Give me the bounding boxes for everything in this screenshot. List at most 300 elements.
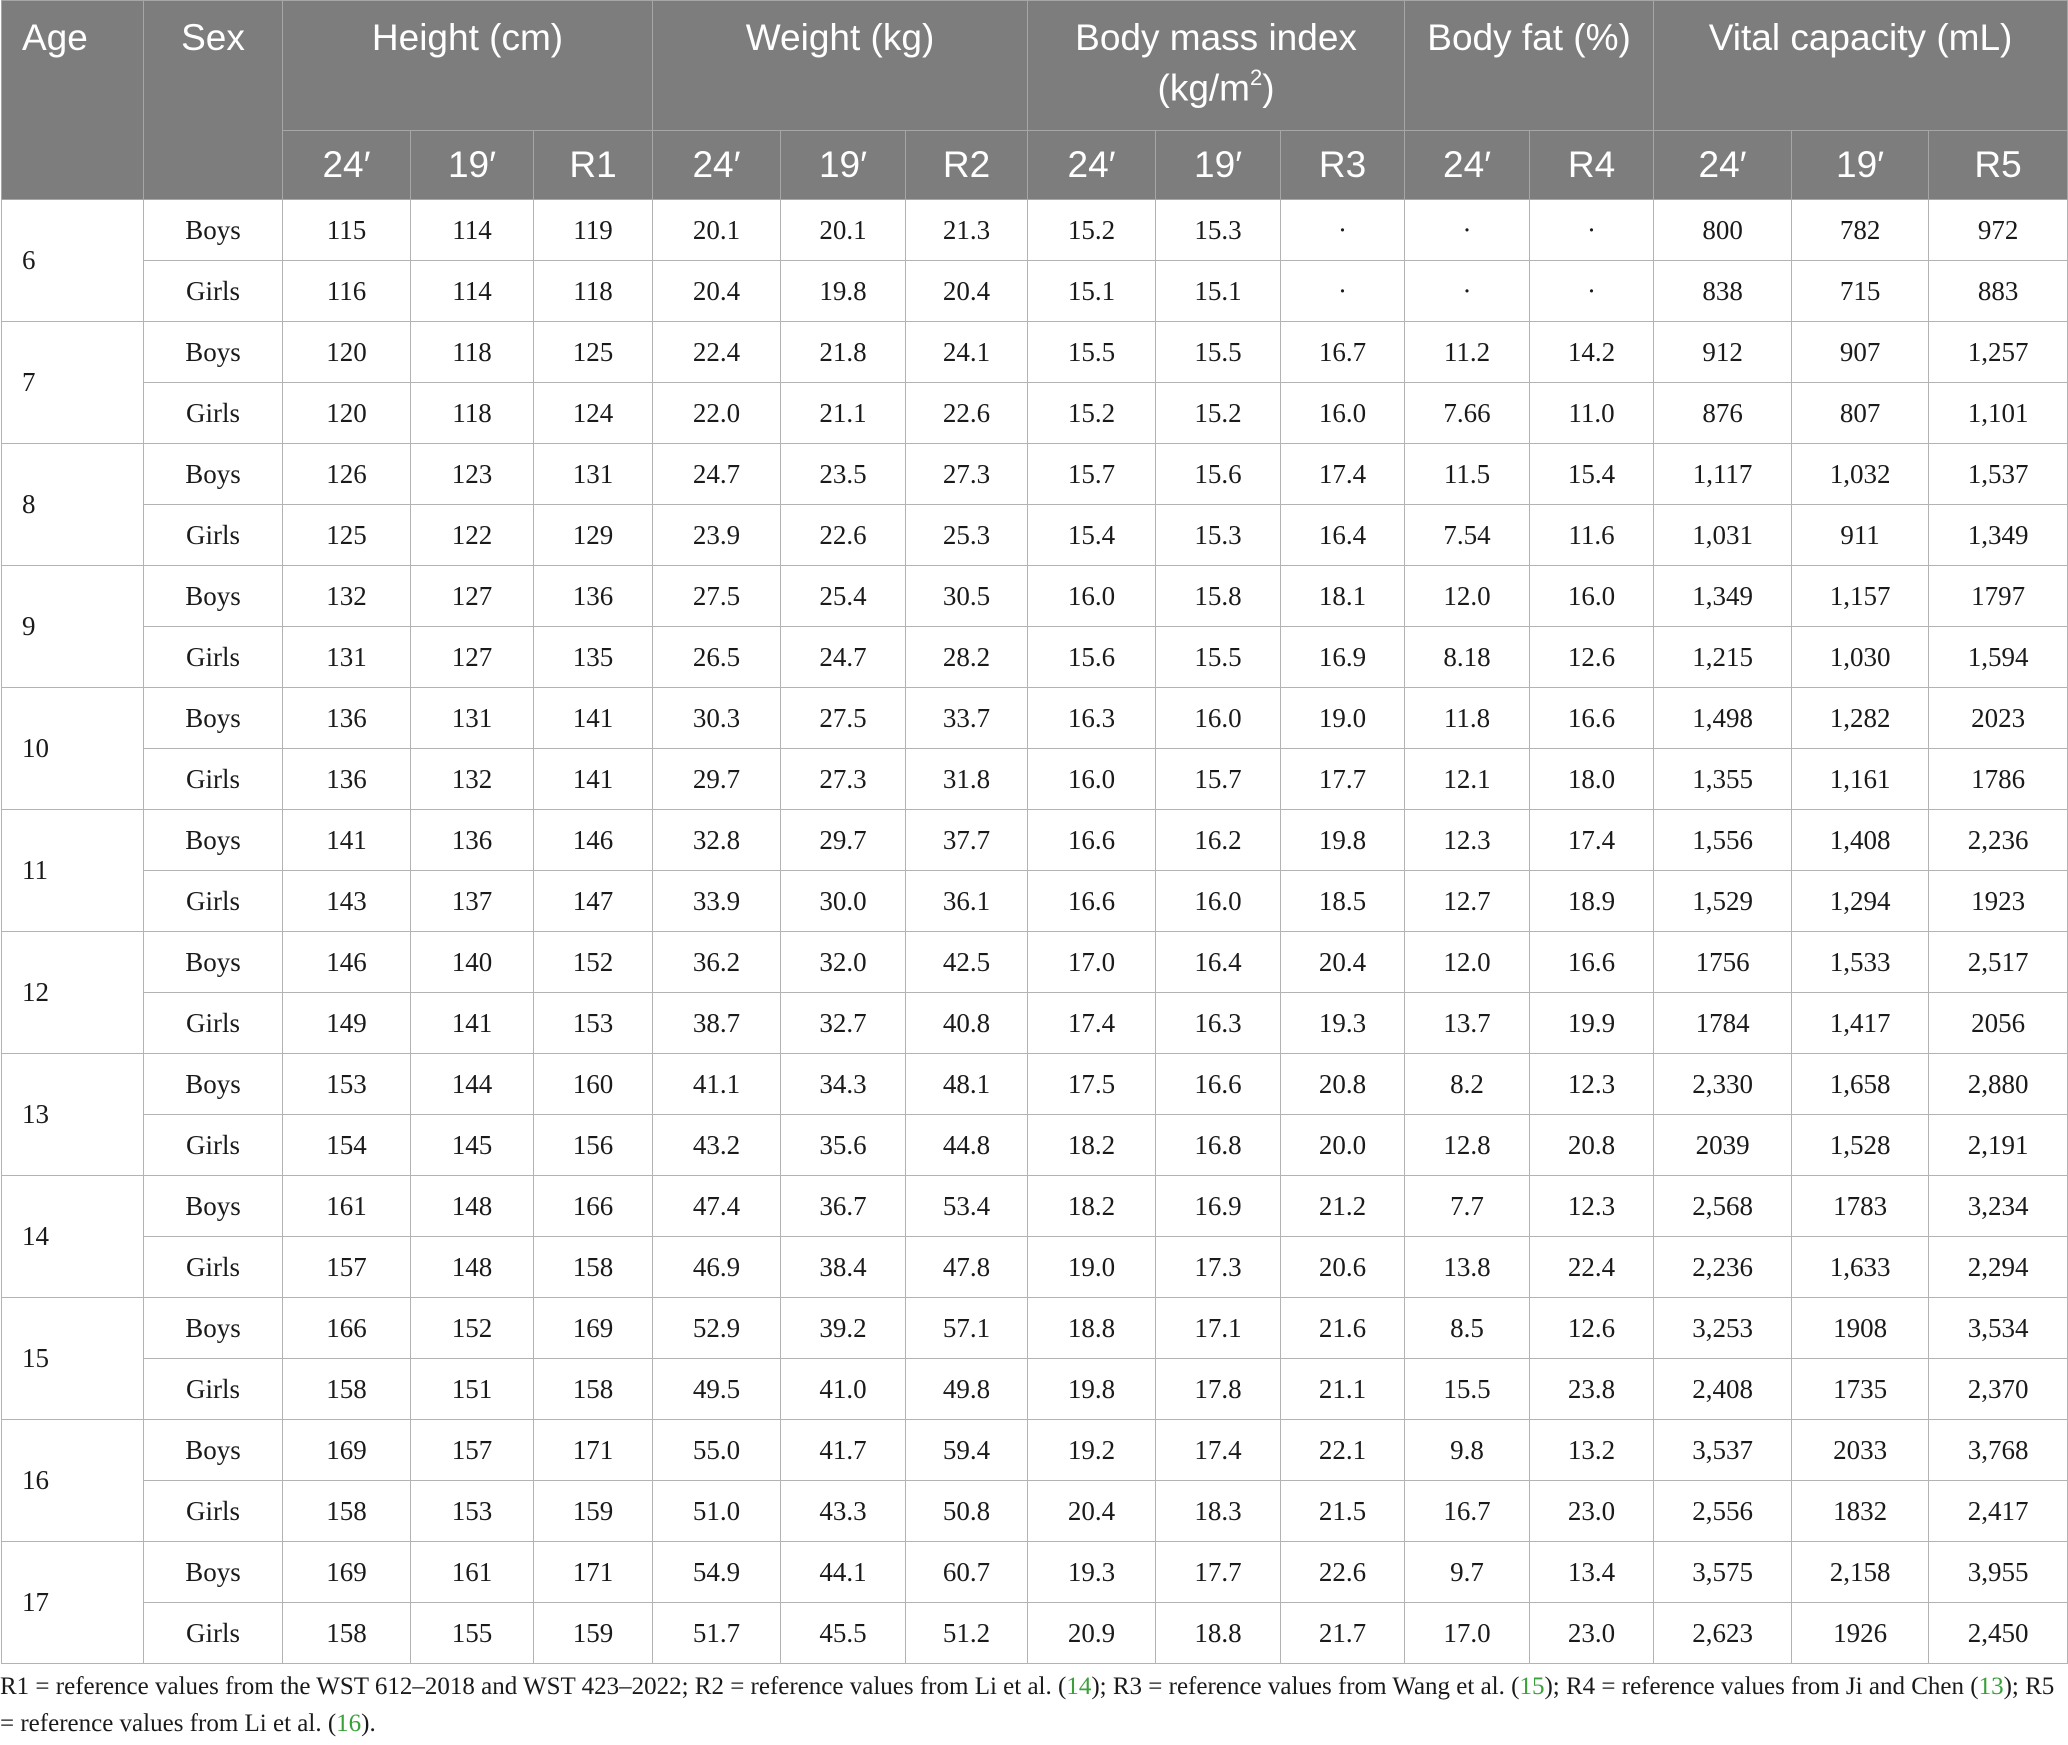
value-cell: 24.7 xyxy=(781,627,906,688)
value-cell: 1,533 xyxy=(1792,932,1929,993)
value-cell: 18.0 xyxy=(1530,749,1654,810)
subcolumn-header: 24′ xyxy=(283,131,411,200)
value-cell: 158 xyxy=(534,1237,653,1298)
value-cell: 169 xyxy=(283,1420,411,1481)
table-row xyxy=(2,1237,2068,1298)
value-cell: 20.4 xyxy=(906,261,1028,322)
value-cell: 20.6 xyxy=(1281,1237,1405,1298)
value-cell: 16.3 xyxy=(1028,688,1156,749)
value-cell: 51.0 xyxy=(653,1481,781,1542)
value-cell: 2,191 xyxy=(1929,1115,2068,1176)
value-cell: 57.1 xyxy=(906,1298,1028,1359)
value-cell: 13.2 xyxy=(1530,1420,1654,1481)
value-cell: 30.3 xyxy=(653,688,781,749)
value-cell: 52.9 xyxy=(653,1298,781,1359)
age-cell: 15 xyxy=(2,1298,144,1420)
sex-cell: Girls xyxy=(144,627,283,688)
value-cell: 16.8 xyxy=(1156,1115,1281,1176)
age-cell: 16 xyxy=(2,1420,144,1542)
value-cell: 19.0 xyxy=(1281,688,1405,749)
value-cell: 18.9 xyxy=(1530,871,1654,932)
value-cell: 169 xyxy=(283,1542,411,1603)
table-row xyxy=(2,1298,2068,1359)
value-cell: 143 xyxy=(283,871,411,932)
value-cell: 160 xyxy=(534,1054,653,1115)
value-cell: 44.8 xyxy=(906,1115,1028,1176)
age-cell: 12 xyxy=(2,932,144,1054)
sex-cell: Boys xyxy=(144,1542,283,1603)
value-cell: 19.9 xyxy=(1530,993,1654,1054)
subcolumn-header: R1 xyxy=(534,131,653,200)
value-cell: 3,768 xyxy=(1929,1420,2068,1481)
value-cell: 34.3 xyxy=(781,1054,906,1115)
value-cell: 157 xyxy=(283,1237,411,1298)
age-cell: 6 xyxy=(2,200,144,322)
value-cell: 12.8 xyxy=(1405,1115,1530,1176)
value-cell: 125 xyxy=(283,505,411,566)
value-cell: 876 xyxy=(1654,383,1792,444)
value-cell: 800 xyxy=(1654,200,1792,261)
value-cell: 49.8 xyxy=(906,1359,1028,1420)
value-cell: 159 xyxy=(534,1603,653,1664)
sex-cell: Girls xyxy=(144,505,283,566)
value-cell: 12.3 xyxy=(1530,1054,1654,1115)
value-cell: 38.4 xyxy=(781,1237,906,1298)
value-cell: 41.0 xyxy=(781,1359,906,1420)
value-cell: 24.7 xyxy=(653,444,781,505)
value-cell: 16.6 xyxy=(1530,688,1654,749)
value-cell: 1,032 xyxy=(1792,444,1929,505)
value-cell: 1,349 xyxy=(1929,505,2068,566)
value-cell: 23.0 xyxy=(1530,1603,1654,1664)
subcolumn-header: 24′ xyxy=(653,131,781,200)
value-cell: 13.7 xyxy=(1405,993,1530,1054)
age-cell: 13 xyxy=(2,1054,144,1176)
age-cell: 8 xyxy=(2,444,144,566)
value-cell: 2,517 xyxy=(1929,932,2068,993)
value-cell: 42.5 xyxy=(906,932,1028,993)
value-cell: 122 xyxy=(411,505,534,566)
bodyfat-group-header: Body fat (%) xyxy=(1405,1,1654,131)
value-cell: 18.1 xyxy=(1281,566,1405,627)
sex-cell: Boys xyxy=(144,810,283,871)
sex-cell: Boys xyxy=(144,1298,283,1359)
value-cell: 136 xyxy=(534,566,653,627)
value-cell: 807 xyxy=(1792,383,1929,444)
value-cell: 19.2 xyxy=(1028,1420,1156,1481)
value-cell: 2,568 xyxy=(1654,1176,1792,1237)
value-cell: 17.1 xyxy=(1156,1298,1281,1359)
value-cell: 17.7 xyxy=(1156,1542,1281,1603)
value-cell: 3,253 xyxy=(1654,1298,1792,1359)
height-group-header: Height (cm) xyxy=(283,1,653,131)
value-cell: 36.7 xyxy=(781,1176,906,1237)
value-cell: 141 xyxy=(534,688,653,749)
value-cell: 16.6 xyxy=(1530,932,1654,993)
value-cell: 21.6 xyxy=(1281,1298,1405,1359)
value-cell: 115 xyxy=(283,200,411,261)
value-cell: 39.2 xyxy=(781,1298,906,1359)
value-cell: 12.1 xyxy=(1405,749,1530,810)
value-cell: 1797 xyxy=(1929,566,2068,627)
subcolumn-header: 19′ xyxy=(781,131,906,200)
value-cell: 18.8 xyxy=(1028,1298,1156,1359)
value-cell: 2,408 xyxy=(1654,1359,1792,1420)
age-cell: 9 xyxy=(2,566,144,688)
value-cell: 2,417 xyxy=(1929,1481,2068,1542)
value-cell: 3,955 xyxy=(1929,1542,2068,1603)
value-cell: 15.5 xyxy=(1156,627,1281,688)
value-cell: 1,537 xyxy=(1929,444,2068,505)
sex-cell: Girls xyxy=(144,261,283,322)
value-cell: 25.3 xyxy=(906,505,1028,566)
sex-cell: Girls xyxy=(144,383,283,444)
value-cell: 169 xyxy=(534,1298,653,1359)
value-cell: 27.3 xyxy=(906,444,1028,505)
value-cell: 11.6 xyxy=(1530,505,1654,566)
value-cell: 1,161 xyxy=(1792,749,1929,810)
value-cell: 3,537 xyxy=(1654,1420,1792,1481)
value-cell: 22.4 xyxy=(1530,1237,1654,1298)
value-cell: 49.5 xyxy=(653,1359,781,1420)
value-cell: 16.0 xyxy=(1281,383,1405,444)
value-cell: 912 xyxy=(1654,322,1792,383)
age-cell: 11 xyxy=(2,810,144,932)
value-cell: 32.7 xyxy=(781,993,906,1054)
value-cell: 16.7 xyxy=(1281,322,1405,383)
value-cell: 23.5 xyxy=(781,444,906,505)
table-row xyxy=(2,749,2068,810)
value-cell: 129 xyxy=(534,505,653,566)
table-row xyxy=(2,1176,2068,1237)
value-cell: 22.4 xyxy=(653,322,781,383)
value-cell: 43.2 xyxy=(653,1115,781,1176)
value-cell: 2023 xyxy=(1929,688,2068,749)
value-cell: 53.4 xyxy=(906,1176,1028,1237)
value-cell: 16.7 xyxy=(1405,1481,1530,1542)
reference-link-15[interactable]: 15 xyxy=(1519,1673,1545,1700)
value-cell: 120 xyxy=(283,322,411,383)
value-cell: 136 xyxy=(283,749,411,810)
value-cell: 23.9 xyxy=(653,505,781,566)
table-row xyxy=(2,383,2068,444)
value-cell: 1,157 xyxy=(1792,566,1929,627)
value-cell: 26.5 xyxy=(653,627,781,688)
value-cell: 907 xyxy=(1792,322,1929,383)
value-cell: 157 xyxy=(411,1420,534,1481)
subcolumn-header: 24′ xyxy=(1405,131,1530,200)
value-cell: 50.8 xyxy=(906,1481,1028,1542)
value-cell: 29.7 xyxy=(781,810,906,871)
value-cell: 27.5 xyxy=(781,688,906,749)
value-cell: 158 xyxy=(283,1603,411,1664)
value-cell: 136 xyxy=(283,688,411,749)
value-cell: 161 xyxy=(411,1542,534,1603)
value-cell: 15.7 xyxy=(1028,444,1156,505)
value-cell: 152 xyxy=(411,1298,534,1359)
value-cell: 118 xyxy=(411,322,534,383)
value-cell: 136 xyxy=(411,810,534,871)
value-cell: 141 xyxy=(411,993,534,1054)
value-cell: 16.9 xyxy=(1281,627,1405,688)
reference-link-16[interactable]: 16 xyxy=(336,1710,362,1737)
value-cell: 41.7 xyxy=(781,1420,906,1481)
value-cell: 15.6 xyxy=(1156,444,1281,505)
value-cell: · xyxy=(1281,261,1405,322)
value-cell: 116 xyxy=(283,261,411,322)
value-cell: 159 xyxy=(534,1481,653,1542)
value-cell: 132 xyxy=(283,566,411,627)
weight-group-header: Weight (kg) xyxy=(653,1,1028,131)
value-cell: 55.0 xyxy=(653,1420,781,1481)
value-cell: 171 xyxy=(534,1542,653,1603)
sex-cell: Boys xyxy=(144,444,283,505)
value-cell: 19.3 xyxy=(1281,993,1405,1054)
value-cell: 127 xyxy=(411,566,534,627)
value-cell: 2,370 xyxy=(1929,1359,2068,1420)
value-cell: 146 xyxy=(283,932,411,993)
value-cell: 3,234 xyxy=(1929,1176,2068,1237)
value-cell: 15.2 xyxy=(1028,383,1156,444)
value-cell: 15.2 xyxy=(1156,383,1281,444)
value-cell: 1926 xyxy=(1792,1603,1929,1664)
table-row xyxy=(2,993,2068,1054)
sex-cell: Girls xyxy=(144,1237,283,1298)
value-cell: 17.4 xyxy=(1028,993,1156,1054)
value-cell: 131 xyxy=(283,627,411,688)
value-cell: 1,633 xyxy=(1792,1237,1929,1298)
value-cell: 124 xyxy=(534,383,653,444)
value-cell: 33.7 xyxy=(906,688,1028,749)
value-cell: · xyxy=(1530,200,1654,261)
value-cell: 20.4 xyxy=(653,261,781,322)
value-cell: 715 xyxy=(1792,261,1929,322)
table-row xyxy=(2,688,2068,749)
value-cell: 1,417 xyxy=(1792,993,1929,1054)
value-cell: 1,257 xyxy=(1929,322,2068,383)
value-cell: 18.2 xyxy=(1028,1115,1156,1176)
value-cell: 12.3 xyxy=(1530,1176,1654,1237)
value-cell: 16.0 xyxy=(1156,688,1281,749)
value-cell: 3,575 xyxy=(1654,1542,1792,1603)
value-cell: 35.6 xyxy=(781,1115,906,1176)
table-row xyxy=(2,627,2068,688)
value-cell: 13.4 xyxy=(1530,1542,1654,1603)
value-cell: 131 xyxy=(534,444,653,505)
value-cell: 17.4 xyxy=(1281,444,1405,505)
value-cell: 148 xyxy=(411,1176,534,1237)
value-cell: 118 xyxy=(411,383,534,444)
value-cell: 16.2 xyxy=(1156,810,1281,871)
value-cell: 14.2 xyxy=(1530,322,1654,383)
subcolumn-header: R3 xyxy=(1281,131,1405,200)
value-cell: 131 xyxy=(411,688,534,749)
value-cell: 43.3 xyxy=(781,1481,906,1542)
value-cell: 27.3 xyxy=(781,749,906,810)
value-cell: 24.1 xyxy=(906,322,1028,383)
value-cell: 15.5 xyxy=(1405,1359,1530,1420)
sex-cell: Boys xyxy=(144,566,283,627)
value-cell: 30.0 xyxy=(781,871,906,932)
value-cell: 2,623 xyxy=(1654,1603,1792,1664)
value-cell: 147 xyxy=(534,871,653,932)
value-cell: 11.2 xyxy=(1405,322,1530,383)
value-cell: 20.4 xyxy=(1281,932,1405,993)
value-cell: 51.7 xyxy=(653,1603,781,1664)
value-cell: 16.4 xyxy=(1281,505,1405,566)
table-row xyxy=(2,1420,2068,1481)
value-cell: 22.0 xyxy=(653,383,781,444)
value-cell: 166 xyxy=(534,1176,653,1237)
sex-cell: Boys xyxy=(144,322,283,383)
value-cell: 1,215 xyxy=(1654,627,1792,688)
value-cell: 155 xyxy=(411,1603,534,1664)
table-row xyxy=(2,1542,2068,1603)
value-cell: 16.0 xyxy=(1156,871,1281,932)
value-cell: 1784 xyxy=(1654,993,1792,1054)
value-cell: 51.2 xyxy=(906,1603,1028,1664)
value-cell: 15.5 xyxy=(1156,322,1281,383)
value-cell: 16.4 xyxy=(1156,932,1281,993)
sex-cell: Boys xyxy=(144,688,283,749)
value-cell: 11.8 xyxy=(1405,688,1530,749)
sex-cell: Girls xyxy=(144,1115,283,1176)
value-cell: 16.0 xyxy=(1530,566,1654,627)
bmi-group-header xyxy=(1028,1,1405,131)
value-cell: 1832 xyxy=(1792,1481,1929,1542)
value-cell: 17.0 xyxy=(1405,1603,1530,1664)
value-cell: 1,349 xyxy=(1654,566,1792,627)
value-cell: 1,529 xyxy=(1654,871,1792,932)
table-row xyxy=(2,1359,2068,1420)
value-cell: 20.1 xyxy=(653,200,781,261)
value-cell: 1,556 xyxy=(1654,810,1792,871)
value-cell: 153 xyxy=(534,993,653,1054)
value-cell: 141 xyxy=(283,810,411,871)
value-cell: 36.2 xyxy=(653,932,781,993)
value-cell: 145 xyxy=(411,1115,534,1176)
value-cell: 12.6 xyxy=(1530,627,1654,688)
value-cell: 1756 xyxy=(1654,932,1792,993)
value-cell: 21.7 xyxy=(1281,1603,1405,1664)
value-cell: 2,236 xyxy=(1654,1237,1792,1298)
value-cell: · xyxy=(1405,261,1530,322)
value-cell: 15.4 xyxy=(1028,505,1156,566)
value-cell: 17.3 xyxy=(1156,1237,1281,1298)
value-cell: 21.3 xyxy=(906,200,1028,261)
value-cell: 8.2 xyxy=(1405,1054,1530,1115)
value-cell: 1,101 xyxy=(1929,383,2068,444)
sex-cell: Girls xyxy=(144,1603,283,1664)
reference-link-14[interactable]: 14 xyxy=(1066,1673,1092,1700)
age-cell: 14 xyxy=(2,1176,144,1298)
value-cell: 28.2 xyxy=(906,627,1028,688)
table-row xyxy=(2,1481,2068,1542)
value-cell: 21.2 xyxy=(1281,1176,1405,1237)
value-cell: 171 xyxy=(534,1420,653,1481)
value-cell: 148 xyxy=(411,1237,534,1298)
value-cell: 3,534 xyxy=(1929,1298,2068,1359)
value-cell: 1786 xyxy=(1929,749,2068,810)
value-cell: 1735 xyxy=(1792,1359,1929,1420)
age-cell: 7 xyxy=(2,322,144,444)
value-cell: 15.3 xyxy=(1156,200,1281,261)
value-cell: 141 xyxy=(534,749,653,810)
value-cell: 23.0 xyxy=(1530,1481,1654,1542)
reference-link-13[interactable]: 13 xyxy=(1978,1673,2004,1700)
table-header xyxy=(2,1,2068,200)
table-row xyxy=(2,200,2068,261)
value-cell: 17.8 xyxy=(1156,1359,1281,1420)
value-cell: 15.5 xyxy=(1028,322,1156,383)
sex-cell: Girls xyxy=(144,993,283,1054)
value-cell: 17.7 xyxy=(1281,749,1405,810)
value-cell: 29.7 xyxy=(653,749,781,810)
value-cell: 12.0 xyxy=(1405,566,1530,627)
value-cell: 911 xyxy=(1792,505,1929,566)
value-cell: 151 xyxy=(411,1359,534,1420)
value-cell: 22.6 xyxy=(906,383,1028,444)
value-cell: 8.18 xyxy=(1405,627,1530,688)
value-cell: 153 xyxy=(283,1054,411,1115)
value-cell: 972 xyxy=(1929,200,2068,261)
value-cell: 1908 xyxy=(1792,1298,1929,1359)
value-cell: 15.1 xyxy=(1156,261,1281,322)
value-cell: 20.4 xyxy=(1028,1481,1156,1542)
value-cell: 45.5 xyxy=(781,1603,906,1664)
value-cell: 123 xyxy=(411,444,534,505)
value-cell: 1,294 xyxy=(1792,871,1929,932)
table-row xyxy=(2,1115,2068,1176)
value-cell: 1,117 xyxy=(1654,444,1792,505)
value-cell: 32.8 xyxy=(653,810,781,871)
value-cell: 154 xyxy=(283,1115,411,1176)
table-row xyxy=(2,1054,2068,1115)
value-cell: 1783 xyxy=(1792,1176,1929,1237)
value-cell: 120 xyxy=(283,383,411,444)
subcolumn-header: 19′ xyxy=(411,131,534,200)
value-cell: 38.7 xyxy=(653,993,781,1054)
value-cell: 2,880 xyxy=(1929,1054,2068,1115)
value-cell: 18.5 xyxy=(1281,871,1405,932)
value-cell: 2033 xyxy=(1792,1420,1929,1481)
value-cell: 1,030 xyxy=(1792,627,1929,688)
value-cell: 16.3 xyxy=(1156,993,1281,1054)
value-cell: 12.3 xyxy=(1405,810,1530,871)
value-cell: 19.8 xyxy=(781,261,906,322)
value-cell: 1,594 xyxy=(1929,627,2068,688)
value-cell: 17.0 xyxy=(1028,932,1156,993)
value-cell: · xyxy=(1530,261,1654,322)
value-cell: · xyxy=(1281,200,1405,261)
value-cell: 15.1 xyxy=(1028,261,1156,322)
value-cell: 21.1 xyxy=(1281,1359,1405,1420)
value-cell: 132 xyxy=(411,749,534,810)
sex-cell: Boys xyxy=(144,200,283,261)
value-cell: 60.7 xyxy=(906,1542,1028,1603)
value-cell: 18.2 xyxy=(1028,1176,1156,1237)
value-cell: 36.1 xyxy=(906,871,1028,932)
sex-cell: Girls xyxy=(144,1359,283,1420)
value-cell: 144 xyxy=(411,1054,534,1115)
value-cell: 161 xyxy=(283,1176,411,1237)
table-row xyxy=(2,871,2068,932)
value-cell: 20.9 xyxy=(1028,1603,1156,1664)
age-cell: 17 xyxy=(2,1542,144,1664)
value-cell: 114 xyxy=(411,261,534,322)
subcolumn-header: R4 xyxy=(1530,131,1654,200)
subcolumn-header: 24′ xyxy=(1654,131,1792,200)
